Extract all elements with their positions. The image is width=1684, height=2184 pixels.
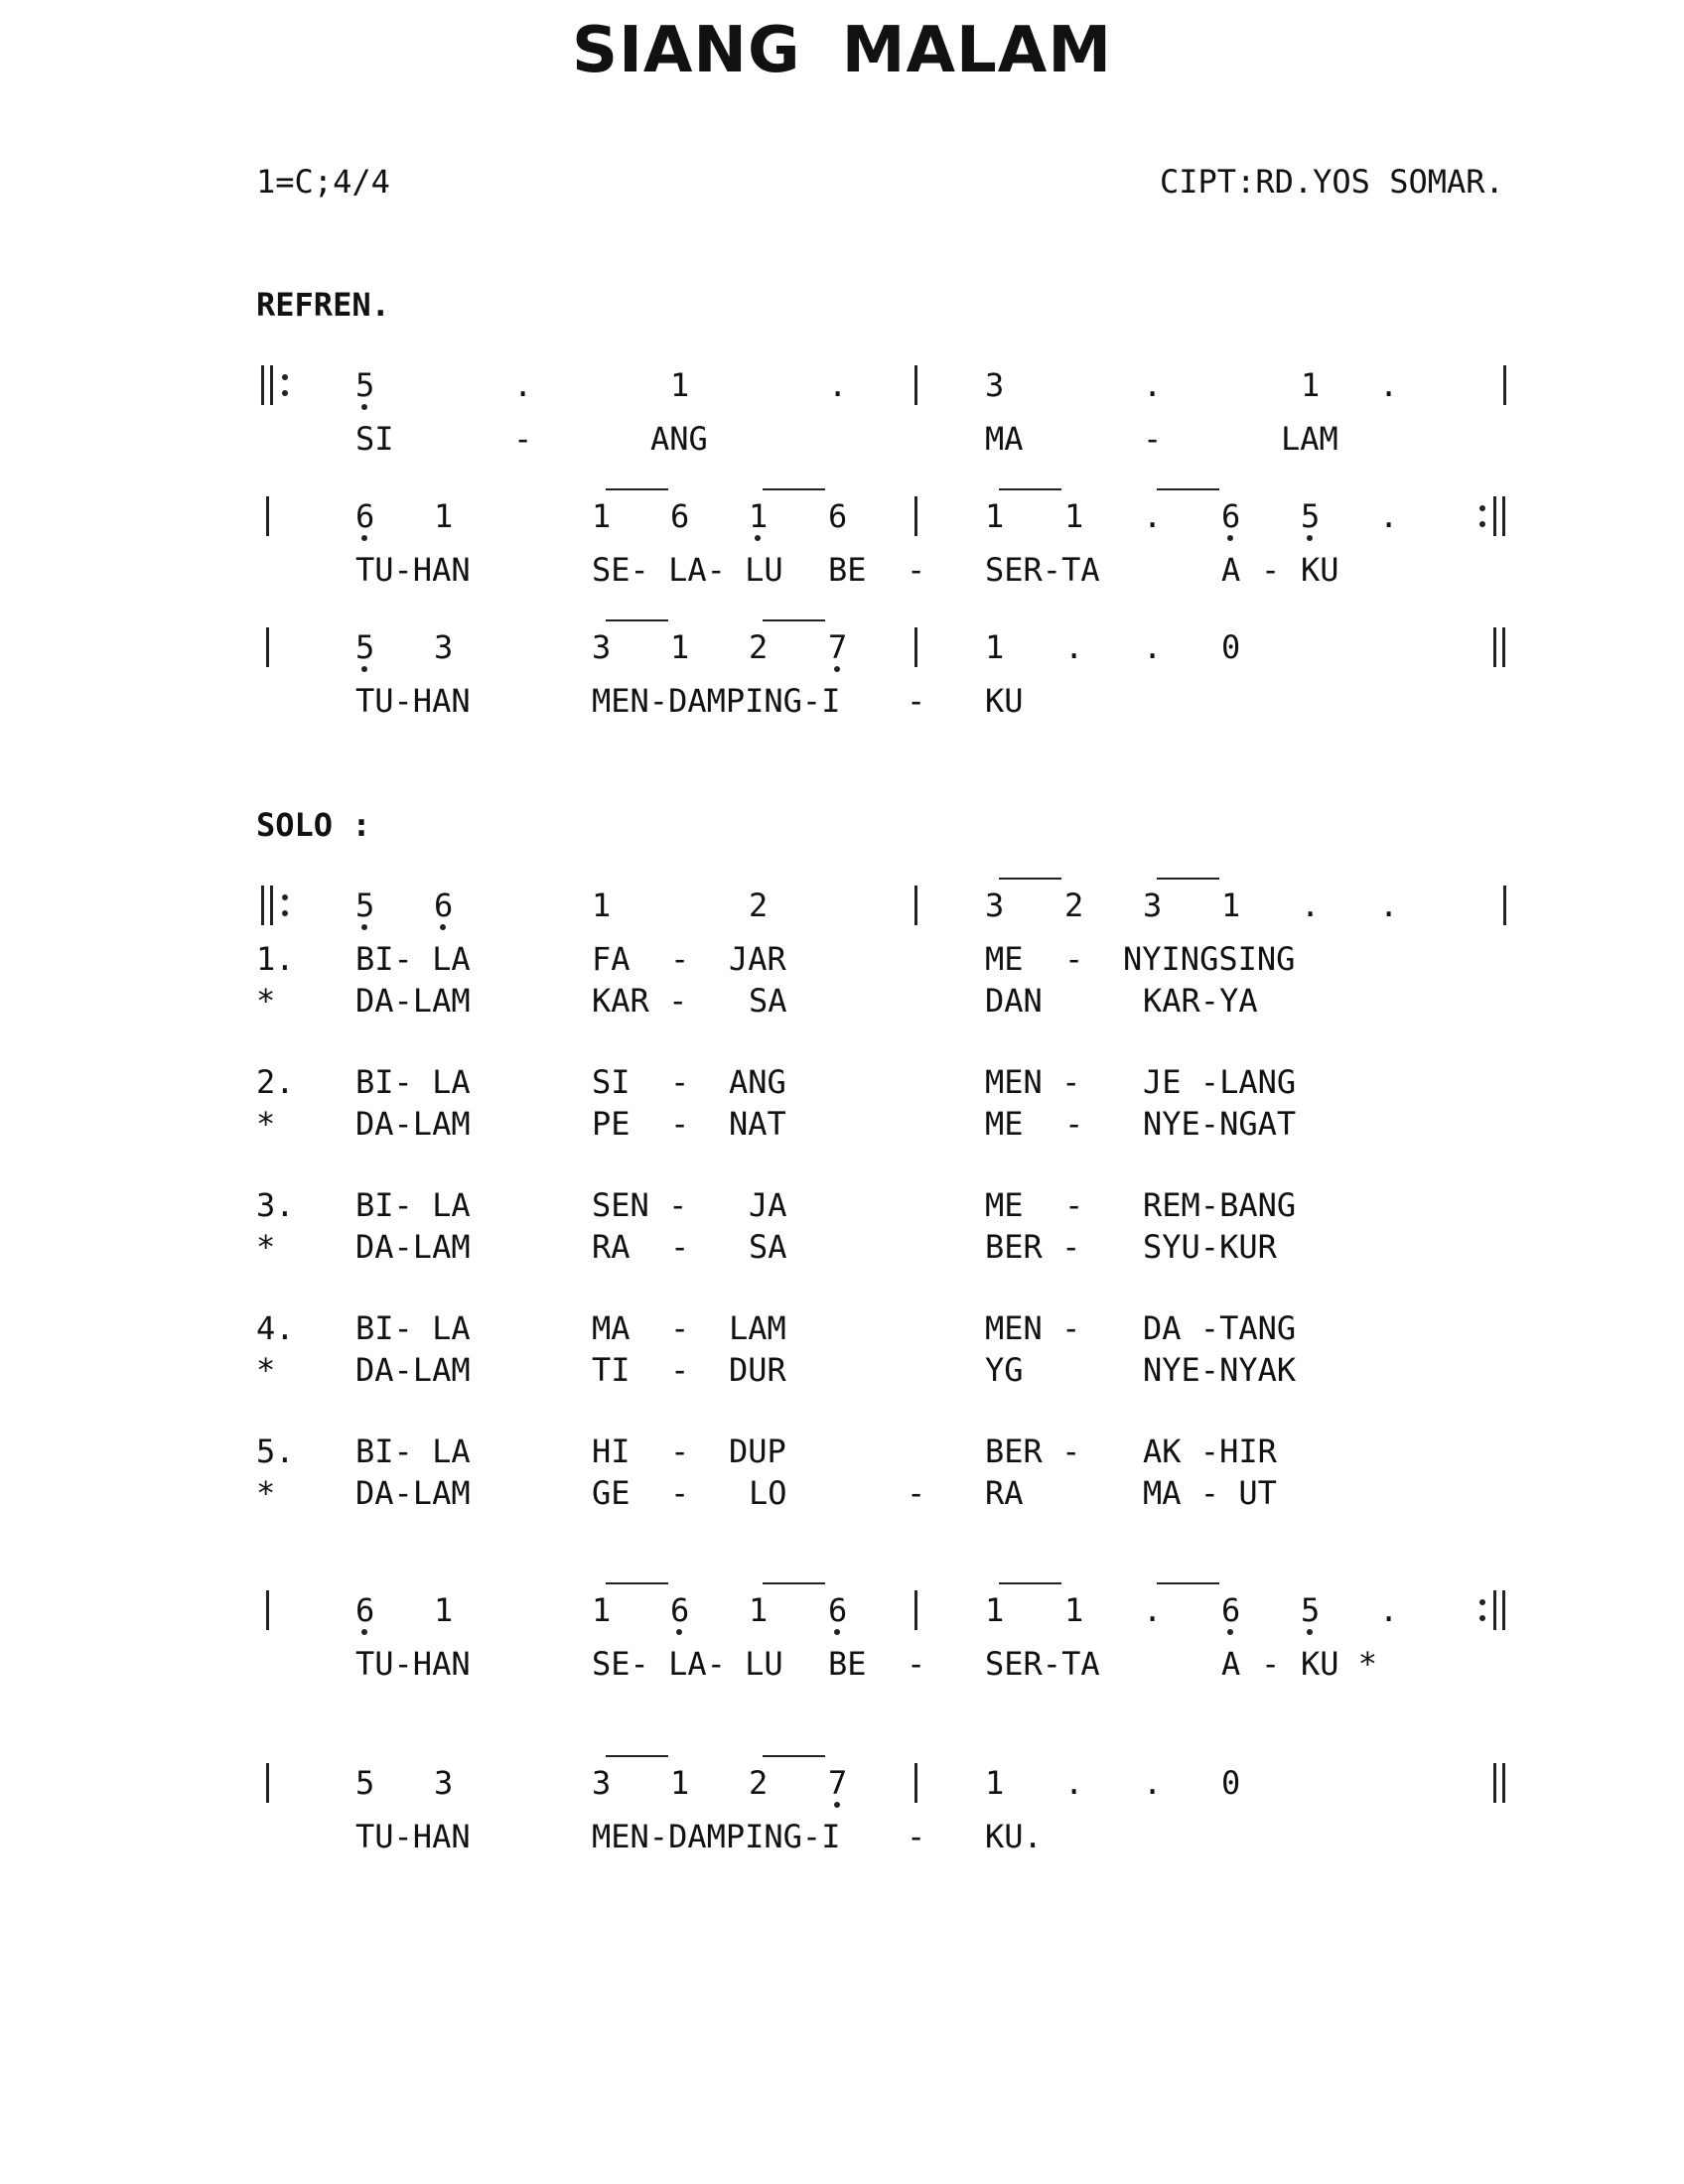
beam-line [606,1582,668,1584]
lyric: SEN - [592,1186,688,1224]
note: 1 [670,1764,690,1802]
final-double-barline [1493,627,1505,667]
note: 1 [749,1591,769,1629]
lyric: AK -HIR [1143,1433,1277,1470]
barline [914,627,917,667]
note: 0 [1221,1764,1241,1802]
note: 3 [985,366,1005,404]
beam-line [1157,1582,1219,1584]
note: 6 [1221,497,1241,535]
lyric: NYE-NYAK [1143,1351,1297,1389]
note: 3 [1143,887,1163,924]
lower-octave-dot [361,404,367,410]
lyric: MEN - [985,1063,1081,1101]
lyric: FA [592,940,631,978]
lyric: TI [592,1351,631,1389]
lower-octave-dot [361,666,367,672]
lyric: KU. [985,1818,1043,1855]
lyric: BE [828,1645,867,1683]
lyric: KU [985,682,1024,720]
lower-octave-dot [1227,1629,1233,1635]
barline [266,1763,269,1803]
lyric: - [670,940,690,978]
lyric: TU-HAN [355,1645,471,1683]
barline [914,886,917,925]
note: 5 [355,628,375,666]
barline [266,627,269,667]
repeat-start-barline [261,365,273,405]
lyric: - [670,1351,690,1389]
lower-octave-dot [834,1629,840,1635]
note: 1 [670,628,690,666]
lower-octave-dot [361,535,367,541]
lyric: JAR [729,940,786,978]
note: 1 [985,1764,1005,1802]
repeat-end-barline [1493,496,1505,536]
lyric: ANG [650,420,708,458]
lyric: SER-TA [985,1645,1100,1683]
note: . [1064,628,1084,666]
key-and-time-signature: 1=C;4/4 [256,163,390,201]
lyric: TU-HAN [355,1818,471,1855]
barline [266,1590,269,1630]
lyric: - [907,551,926,589]
lyric: HI [592,1433,631,1470]
barline [914,1590,917,1630]
note: 1 [592,497,612,535]
verse-number: 4. [256,1309,295,1347]
lyric: PE [592,1105,631,1143]
note: . [1143,628,1163,666]
repeat-start-barline [261,886,273,925]
note: 1 [434,1591,454,1629]
lyric: BER - [985,1433,1081,1470]
lyric: DUP [729,1433,786,1470]
lyric: BI- LA [355,1186,471,1224]
repeat-end-barline [1493,1590,1505,1630]
lyric: - [907,682,926,720]
lyric: - [670,1063,690,1101]
lyric: LAM [729,1309,786,1347]
lyric: YG [985,1351,1024,1389]
repeat-dots [1479,505,1485,527]
lower-octave-dot [834,1802,840,1808]
lower-octave-dot [1227,535,1233,541]
verse-marker: * [256,1105,276,1143]
lower-octave-dot [834,666,840,672]
note: 0 [1221,628,1241,666]
beam-line [763,619,825,621]
note: . [1379,497,1399,535]
lyric: - [907,1818,926,1855]
note: . [828,366,848,404]
lyric: - [1064,1186,1084,1224]
note: . [1379,1591,1399,1629]
beam-line [763,488,825,490]
lyric: GE [592,1474,631,1512]
note: . [1143,366,1163,404]
lyric: JE -LANG [1143,1063,1297,1101]
lyric: BE [828,551,867,589]
lower-octave-dot [440,924,446,930]
note: 5 [1301,1591,1321,1629]
note: 6 [434,887,454,924]
note: 1 [1064,1591,1084,1629]
note: 2 [1064,887,1084,924]
verse-marker: * [256,982,276,1020]
refren-heading: REFREN. [256,286,390,324]
lyric: MEN - [985,1309,1081,1347]
lyric: REM-BANG [1143,1186,1297,1224]
lyric: NYINGSING [1123,940,1296,978]
lyric: BI- LA [355,1309,471,1347]
lyric: - [1064,940,1084,978]
note: 7 [828,628,848,666]
beam-line [1157,488,1219,490]
note: . [1379,887,1399,924]
lyric: BI- LA [355,940,471,978]
lyric: SYU-KUR [1143,1228,1277,1266]
lower-octave-dot [1307,1629,1313,1635]
note: 2 [749,887,769,924]
lower-octave-dot [361,1629,367,1635]
beam-line [606,1755,668,1757]
note: 1 [434,497,454,535]
note: . [1143,1591,1163,1629]
beam-line [763,1755,825,1757]
note: 6 [828,497,848,535]
note: 1 [985,497,1005,535]
lyric: TU-HAN [355,682,471,720]
repeat-dots [1479,1599,1485,1621]
lyric: SE- LA- LU [592,1645,783,1683]
lyric: KU [1301,551,1339,589]
note: 1 [1064,497,1084,535]
verse-number: 1. [256,940,295,978]
note: 1 [592,1591,612,1629]
note: 2 [749,1764,769,1802]
note: 1 [592,887,612,924]
repeat-dots [282,374,288,396]
lyric: BI- LA [355,1433,471,1470]
verse-marker: * [256,1474,276,1512]
lyric: - [1143,420,1163,458]
note: 5 [355,366,375,404]
final-double-barline [1493,1763,1505,1803]
lyric: MEN-DAMPING-I [592,682,841,720]
lyric: DA-LAM [355,1474,471,1512]
lyric: DAN [985,982,1043,1020]
lyric: DA-LAM [355,1228,471,1266]
lyric: A [1221,551,1241,589]
lyric: SE- LA- LU [592,551,783,589]
lyric: SA [749,982,787,1020]
note: 1 [670,366,690,404]
lyric: ME [985,1105,1024,1143]
lyric: BER - [985,1228,1081,1266]
lyric: MA - UT [1143,1474,1277,1512]
note: 5 [355,1764,375,1802]
note: 3 [434,628,454,666]
verse-number: 2. [256,1063,295,1101]
lyric: RA [592,1228,631,1266]
lyric: DA -TANG [1143,1309,1297,1347]
lyric: - [670,1433,690,1470]
note: 2 [749,628,769,666]
note: 1 [985,1591,1005,1629]
verse-marker: * [256,1351,276,1389]
lyric: NAT [729,1105,786,1143]
lower-octave-dot [361,924,367,930]
note: 6 [670,497,690,535]
composer-credit: CIPT:RD.YOS SOMAR. [1160,163,1504,201]
song-title: SIANG MALAM [571,14,1113,87]
note: 6 [355,1591,375,1629]
note: 6 [828,1591,848,1629]
lyric: TU-HAN [355,551,471,589]
lyric: KU * [1301,1645,1378,1683]
verse-marker: * [256,1228,276,1266]
note: . [1379,366,1399,404]
lyric: MEN-DAMPING-I [592,1818,841,1855]
barline [266,496,269,536]
note: . [1064,1764,1084,1802]
lyric: JA [749,1186,787,1224]
note: 5 [355,887,375,924]
verse-number: 5. [256,1433,295,1470]
lyric: - [670,1105,690,1143]
lyric: KAR - [592,982,688,1020]
lyric: BI- LA [355,1063,471,1101]
lyric: ME [985,940,1024,978]
lyric: NYE-NGAT [1143,1105,1297,1143]
barline [1503,365,1506,405]
note: 1 [985,628,1005,666]
beam-line [999,878,1061,880]
note: 7 [828,1764,848,1802]
barline [914,496,917,536]
beam-line [1157,878,1219,880]
lyric: DUR [729,1351,786,1389]
lyric: KAR-YA [1143,982,1258,1020]
verse-number: 3. [256,1186,295,1224]
note: . [1143,1764,1163,1802]
lower-octave-dot [755,535,761,541]
lyric: SI [355,420,394,458]
lyric: MA [592,1309,631,1347]
lyric: - [1261,551,1281,589]
lyric: - [670,1474,690,1512]
lyric: - [907,1474,926,1512]
lyric: SA [749,1228,787,1266]
note: 3 [592,628,612,666]
note: 6 [355,497,375,535]
note: 1 [1221,887,1241,924]
note: 3 [434,1764,454,1802]
lyric: DA-LAM [355,1105,471,1143]
lyric: LAM [1281,420,1338,458]
lower-octave-dot [676,1629,682,1635]
note: . [513,366,533,404]
note: 6 [1221,1591,1241,1629]
lyric: DA-LAM [355,982,471,1020]
barline [914,1763,917,1803]
beam-line [606,619,668,621]
note: 6 [670,1591,690,1629]
lyric: A [1221,1645,1241,1683]
lyric: ME [985,1186,1024,1224]
note: 3 [592,1764,612,1802]
lyric: - [513,420,533,458]
beam-line [999,1582,1061,1584]
barline [914,365,917,405]
note: 5 [1301,497,1321,535]
beam-line [606,488,668,490]
lyric: MA [985,420,1024,458]
lyric: - [1261,1645,1281,1683]
beam-line [999,488,1061,490]
lyric: - [907,1645,926,1683]
lyric: - [670,1228,690,1266]
note: 3 [985,887,1005,924]
lyric: DA-LAM [355,1351,471,1389]
barline [1503,886,1506,925]
note: 1 [1301,366,1321,404]
beam-line [763,1582,825,1584]
solo-heading: SOLO : [256,806,371,844]
note: . [1301,887,1321,924]
lyric: SER-TA [985,551,1100,589]
lyric: ANG [729,1063,786,1101]
lyric: - [670,1309,690,1347]
lower-octave-dot [1307,535,1313,541]
lyric: - [1064,1105,1084,1143]
lyric: LO [749,1474,787,1512]
lyric: RA [985,1474,1024,1512]
note: . [1143,497,1163,535]
note: 1 [749,497,769,535]
lyric: SI [592,1063,631,1101]
repeat-dots [282,894,288,916]
